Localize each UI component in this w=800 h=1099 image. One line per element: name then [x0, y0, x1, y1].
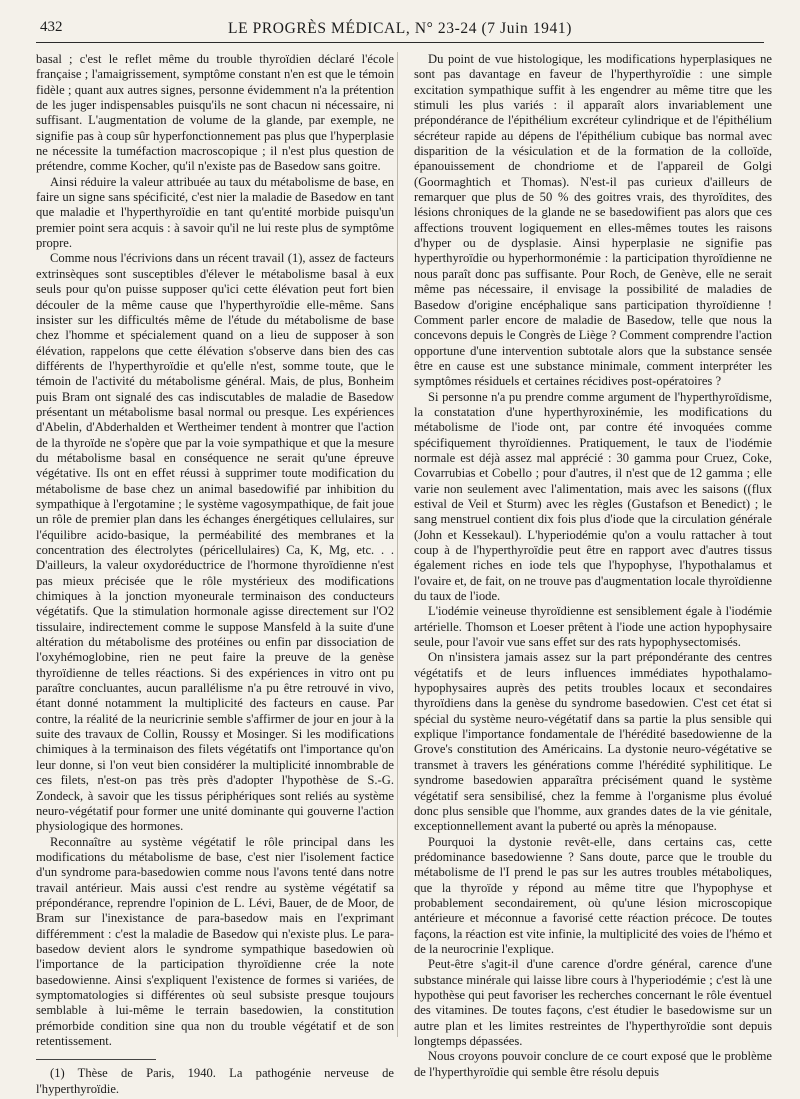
paragraph: Peut-être s'agit-il d'une carence d'ordre général, carence d'une substance minérale qui laisse libre cours à l'hyperiodémie ; c'est là une hypothèse qui peut favoriser les recherches concernant le rôle éventuel des vitamines. De toutes façons, c'est étudier le basedowisme sur un autre plan et les limites restreintes de l'hyperthyroïdie sont depuis longtemps dépassées.	[414, 957, 772, 1048]
footnote-rule	[36, 1059, 156, 1060]
page-number: 432	[40, 19, 63, 35]
paragraph: basal ; c'est le reflet même du trouble thyroïdien déclaré l'école française ; l'amaigrissement, symptôme constant n'en est que le témoin fidèle ; quant aux autres signes, personne évidemment n'a la prétention de les juger indispensables puisqu'ils ne sont chacun ni nécessaire, ni suffisant. L'augmentation de volume de la glande, par exemple, ne signifie pas à coup sûr hyperfonctionnement pas plus que l'hyperplasie ne nécessite la tuméfaction macroscopique ; il n'est plus question de prétendre, comme Kocher, qu'il n'existe pas de Basedow sans goitre.	[36, 52, 394, 174]
footnote: (1) Thèse de Paris, 1940. La pathogénie nerveuse de l'hyperthyroïdie.	[36, 1066, 394, 1096]
article-body	[36, 52, 772, 1096]
running-title: LE PROGRÈS MÉDICAL, N° 23-24 (7 Juin 1941)	[228, 20, 572, 37]
paragraph: On n'insistera jamais assez sur la part prépondérante des centres végétatifs et de leurs influences immédiates hypothalamo-hypophysaires auprès des petits troubles locaux et secondaires thyroïdiens dans la genèse du syndrome basedowien. C'est cet état si spécial du système neuro-végétatif dans sa partie la plus sensible qui explique l'importance fondamentale de l'hérédité basedowienne de la Grove's constitution des Américains. La dystonie neuro-végétative se transmet à travers les générations comme l'hérédité syphilitique. Le syndrome basedowien apparaîtra précisément quand le système végétatif sera sensibilisé, chez la femme à l'organisme plus évolué donc plus sensible que l'homme, aux grandes dates de la vie génitale, exceptionnellement avant la puberté ou après la ménopause.	[414, 650, 772, 834]
paragraph: Reconnaître au système végétatif le rôle principal dans les modifications du métabolisme de base, c'est nier l'isolement factice d'un syndrome para-basedowien comme nous l'avons tenté dans notre travail antérieur. Mais aussi c'est rendre au système végétatif sa prépondérance, reprendre l'opinion de L. Lévi, Bauer, de de Moor, de Bram sur l'inexistance de para-basedow mais en l'exprimant différemment : c'est la maladie de Basedow qui n'existe plus. Le para-basedow devient alors le syndrome sympathique basedowien où l'importance de la participation thyroïdienne crée la note basedowienne. Ainsi s'expliquent l'existence de formes si variées, de symptomatologies si différentes où seul subsiste presque toujours semblable à lui-même le terrain basedowien, la constitution prémorbide condition sine qua non du trouble végétatif et de son retentissement.	[36, 834, 394, 1048]
paragraph: Si personne n'a pu prendre comme argument de l'hyperthyroïdisme, la constatation d'une hyperthyroxinémie, les modifications du métabolisme de l'iode ont, par contre été invoquées comme spécifiquement thyroïdiennes. Pratiquement, le taux de l'iodémie normale est déjà assez mal apprécié : 30 gamma pour Cruez, Coke, Covarrubias et Cobello ; pour d'autres, il n'est que de 12 gamma ; elle varie non seulement avec l'alimentation, mais avec les saisons ((flux estival de Veil et Sturm) avec les règles (Gustafson et Benedict) ; le sang menstruel contient dix fois plus d'iode que la circulation générale (John et Kessekaul). L'hyperiodémie qu'on a voulu rattacher à tout coup à de l'hyperthyroïdie peut être en rapport avec d'autres tissus également riches en iode tels que l'hypophyse, l'hypothalamus et l'ovaire et, de fait, on ne trouve pas d'augmentation locale thyroïdienne du taux de l'iode.	[414, 389, 772, 604]
left-column	[36, 52, 394, 1096]
paragraph: Ainsi réduire la valeur attribuée au taux du métabolisme de base, en faire un signe sans spécificité, c'est nier la maladie de Basedow en tant que maladie et l'hyperthyroïdie en tant qu'entité morbide puisqu'un premier point sera acquis : à savoir qu'il ne lui reste plus de symptôme propre.	[36, 174, 394, 251]
paragraph: L'iodémie veineuse thyroïdienne est sensiblement égale à l'iodémie artérielle. Thomson et Loeser prêtent à l'iode une action hypophysaire seule, pour l'avoir vue sans effet sur des rats hypophysectomisés.	[414, 604, 772, 650]
paragraph: Du point de vue histologique, les modifications hyperplasiques ne sont pas davantage en faveur de l'hyperthyroïdie : une simple excitation sympathique suffit à les engendrer au même titre que les stimuli les plus variés : il apparaît alors invariablement une prépondérance de l'épithélium excréteur cylindrique et de l'épithélium sécréteur rapide au dépens de l'épithélium cubique bas normal avec disparition de la vésiculation et de la formation de la colloïde, épanouissement de chondriome et de l'appareil de Golgi (Goormaghtich et Thomas). N'est-il pas curieux d'ailleurs de remarquer que plus de 50 % des goitres vrais, des thyroïdites, des lésions chroniques de la glande ne se basedowifient pas alors que ces affections trouvent logiquement en elles-mêmes toutes les raisons d'hyper ou de dysplasie. Ainsi hyperplasie ne signifie pas hyperthyroïdie ou hyperhormonémie : la participation thyroïdienne ne nous paraît donc pas suffisante. Pour Roch, de Genève, elle ne serait même pas nécessaire, il envisage la possibilité de maladies de Basedow d'origine encéphalique sans participation thyroïdienne ! Comment parler encore de maladie de Basedow, telle que nous la concevons depuis le Congrès de Liège ? Comment comprendre l'action opportune d'une intervention subtotale alors que la substance sensée être en cause est une substance minimale, comment interpréter les symptômes résiduels et certaines récidives post-opératoires ?	[414, 52, 772, 389]
running-header	[36, 16, 764, 43]
right-column	[414, 52, 772, 1079]
paragraph: Nous croyons pouvoir conclure de ce court exposé que le problème de l'hyperthyroïdie qui semble être résolu depuis	[414, 1049, 772, 1079]
paragraph: Comme nous l'écrivions dans un récent travail (1), assez de facteurs extrinsèques sont susceptibles d'élever le métabolisme basal à eux seuls pour qu'on puisse supposer qu'ici cette élévation peut fort bien découler de la même cause que l'hyperthyroïdie elle-même. Sans insister sur les difficultés même de l'étude du métabolisme de base chez l'homme et spécialement quand on a lieu de supposer à son élévation, rappelons que cette élévation s'observe dans bien des cas différents de l'hyperthyroïdie et qu'elle n'est, somme toute, que le témoin de l'activité du métabolisme général. Mais, de plus, Bonheim puis Bram ont signalé des cas indiscutables de maladie de Basedow présentant un métabolisme basal normal ou presque. Les expériences d'Abelin, d'Abderhalden et Wertheimer tendent à montrer que l'action de la thyroïde ne s'opère que par la voie sympathique et que la mesure du métabolisme basal en conséquence ne serait qu'une épreuve végétative. Ils ont en effet réussi à supprimer toute modification du métabolisme de base chez un animal basedowifié par inhibition du sympathique à l'ergotamine ; le système vagosympathique, de fait joue un rôle de premier plan dans les échanges énergétiques cellulaires, sur l'équilibre acido-basique, la perméabilité des membranes et la concentration des électrolytes (péricellulaires) Ca, K, Mg, etc. . . D'ailleurs, la valeur oxydoréductrice de l'hormone thyroïdienne n'est pas mieux précisée que le rôle mystérieux des modifications chimiques à la jonction myoneurale terminaison des conducteurs végétatifs. Que la stimulation hormonale agisse directement sur l'O2 tissulaire, indirectement comme le suppose Mansfeld à la suite d'une altération du métabolisme des protéines ou enfin par dissociation de l'oxyhémoglobine, rien ne peut faire la preuve de la genèse thyroïdienne de telles réactions. Si des expériences in vitro ont pu paraître concluantes, aucun parallélisme n'a pu être retrouvé in vivo, étant donné notamment la multiplicité des facteurs en cause. Par contre, la réalité de la neuricrinie semble s'affirmer de jour en jour à la suite des travaux de Collin, Roussy et Mosinger. Si les modifications chimiques à la terminaison des filets végétatifs ont l'importance qu'on leur donne, si l'on veut bien considérer la multiplicité innombrable de ces filets, n'est-on pas très près d'adopter l'hypothèse de S.-G. Zondeck, à savoir que les tissus périphériques sont reliés au système neuro-végétatif pour former une unité dominante qui gouverne l'action physiologique des hormones.	[36, 251, 394, 834]
paragraph: Pourquoi la dystonie revêt-elle, dans certains cas, cette prédominance basedowienne ? Sans doute, parce que le trouble du métabolisme de l'I prend le pas sur les autres troubles métaboliques, que la thyroïde y répond au même titre que l'hypophyse et probablement secondairement, où qu'une lésion microscopique antérieure et méconnue a favorisé cette réaction précoce. De toutes façons, la réaction est vite infinie, la multiplicité des voies de l'hémo et de la neurocrinie l'explique.	[414, 834, 772, 956]
